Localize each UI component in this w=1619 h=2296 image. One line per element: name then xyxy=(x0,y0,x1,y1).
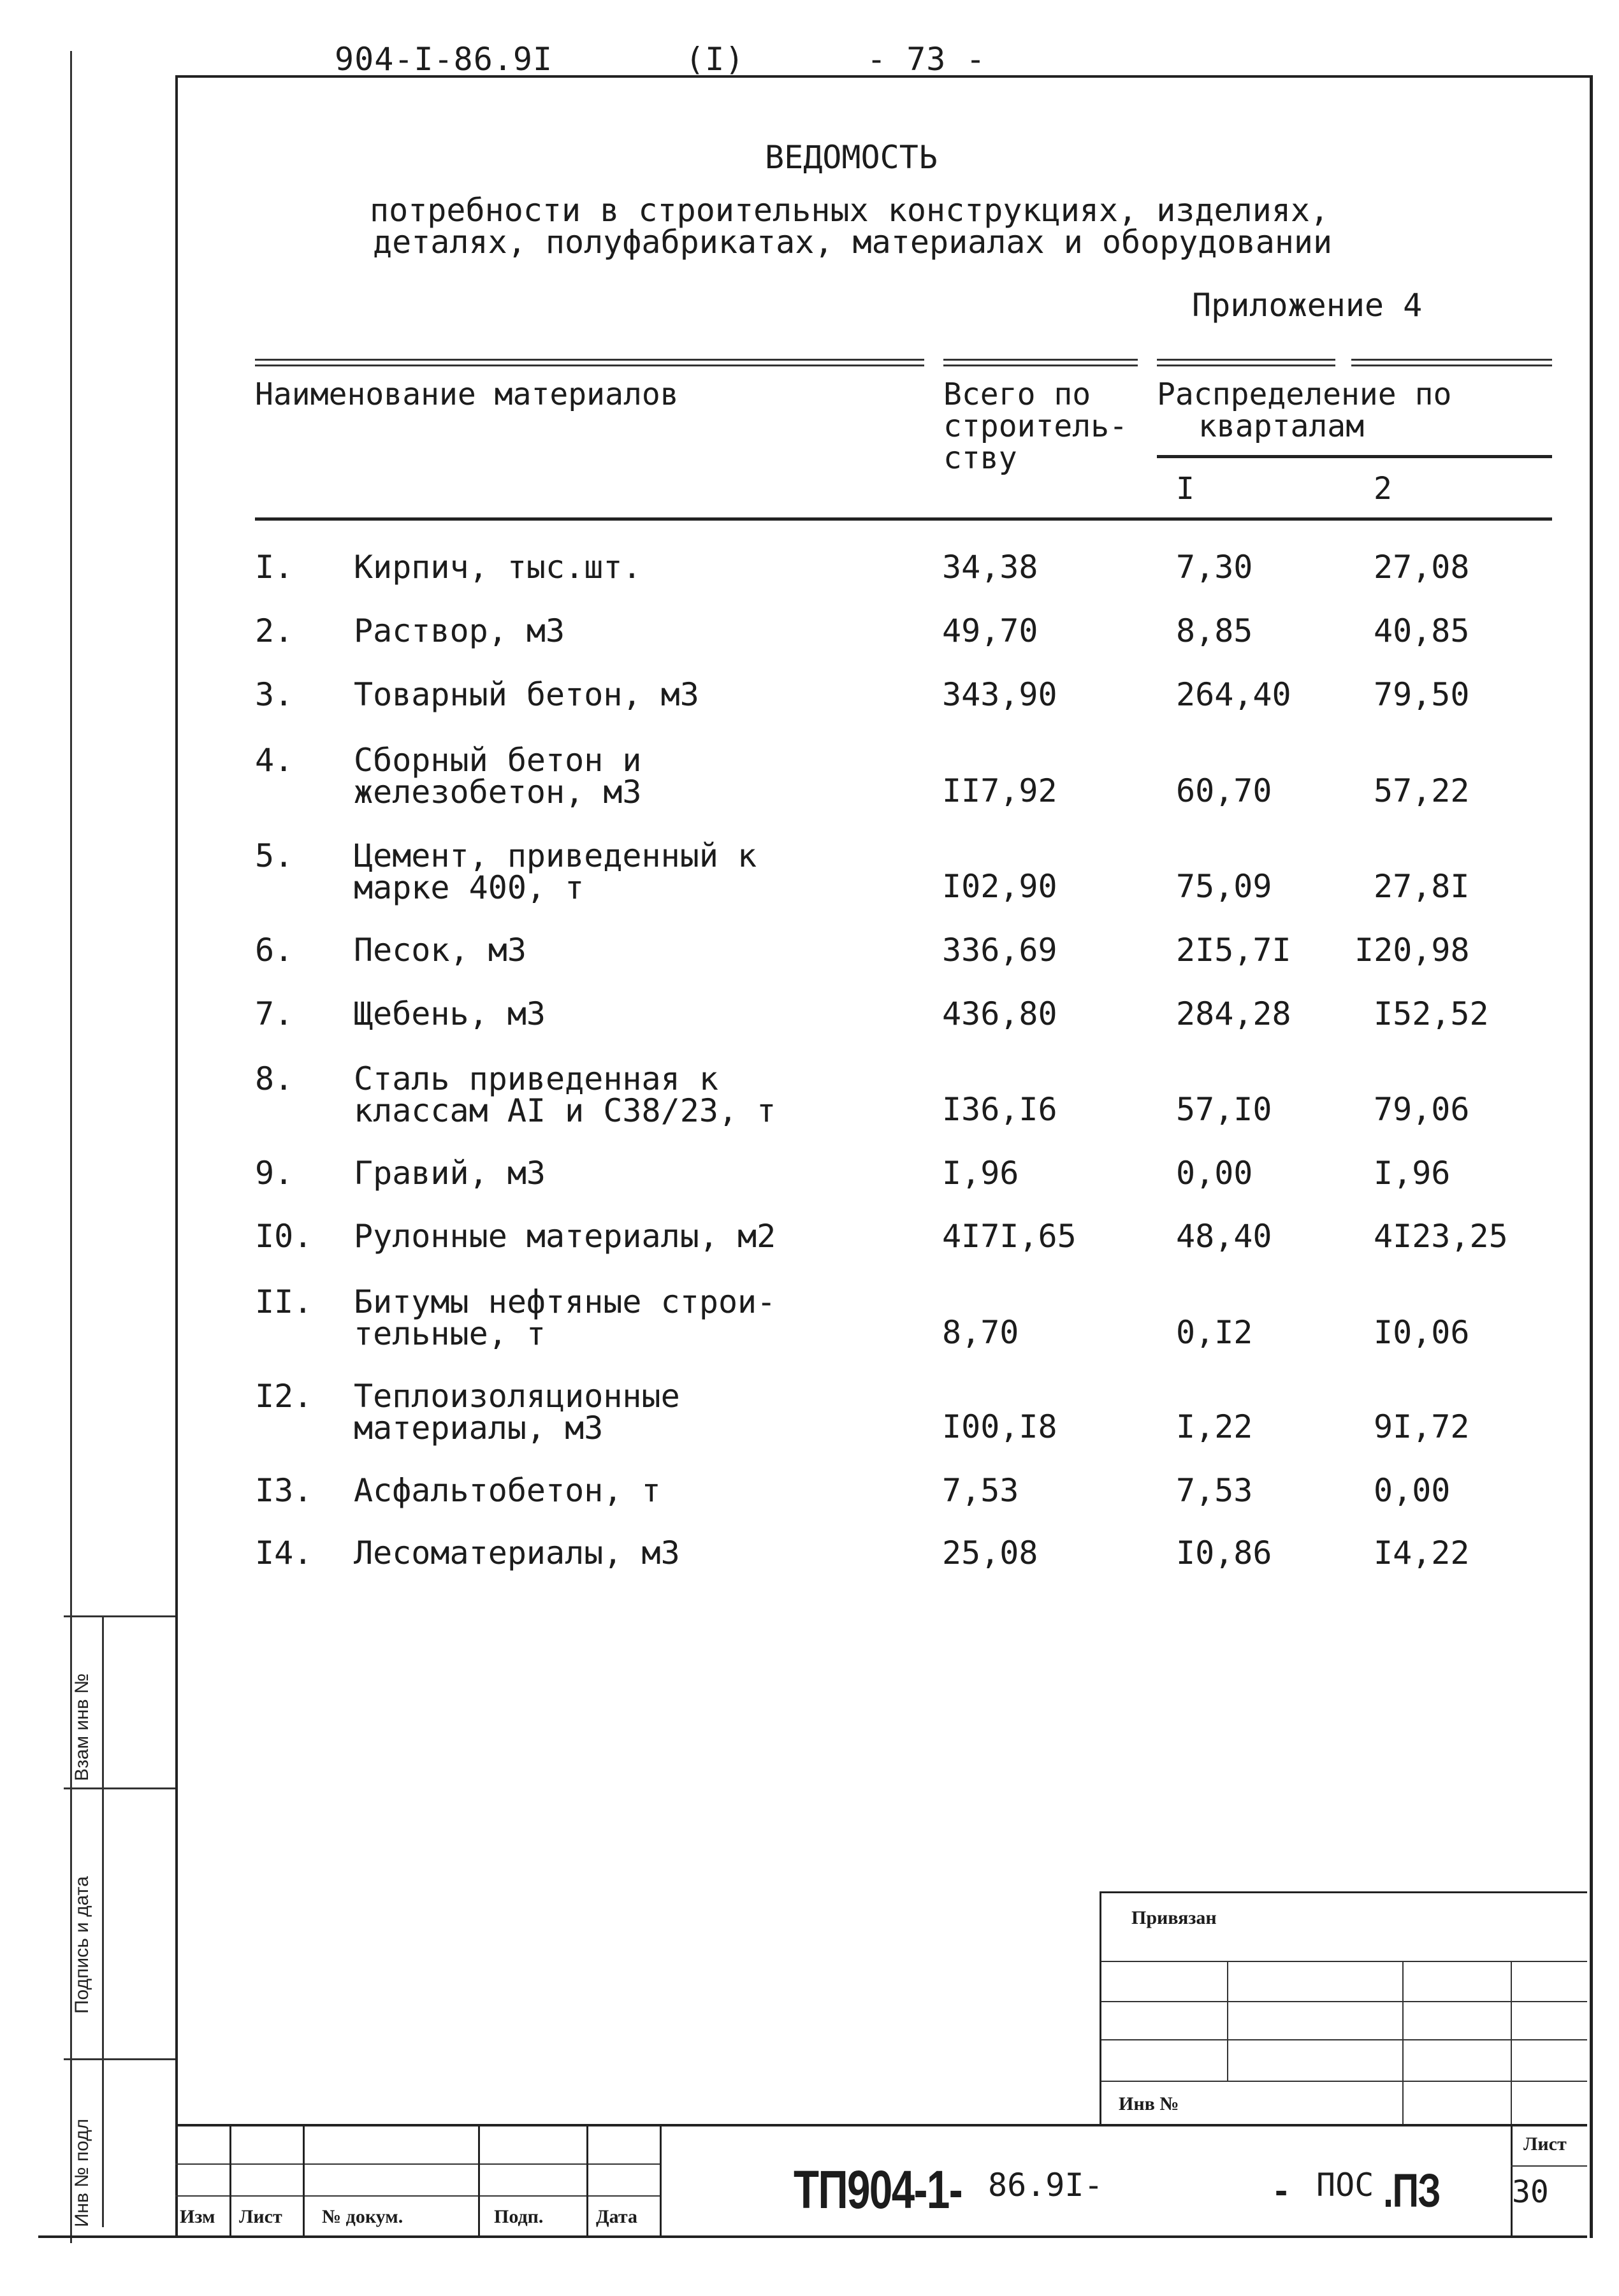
total-value: I,96 xyxy=(942,1155,1019,1192)
row-number: 5. xyxy=(255,837,294,874)
q2-value: 0,00 xyxy=(1374,1472,1451,1509)
material-name: Сталь приведенная к xyxy=(354,1060,718,1097)
material-name: Битумы нефтяные строи- xyxy=(354,1283,776,1320)
signature-date-label: Подпись и дата xyxy=(71,1876,92,2014)
header-top-rule xyxy=(1351,359,1552,366)
bottom-frame-rule xyxy=(38,2235,1587,2238)
q1-value: 8,85 xyxy=(1176,612,1253,649)
q1-value: 0,I2 xyxy=(1176,1314,1253,1351)
material-name: Кирпич, тыс.шт. xyxy=(354,549,642,586)
total-value: 25,08 xyxy=(942,1534,1038,1571)
subtitle-line-2: деталях, полуфабрикатах, материалах и оборудовании xyxy=(373,224,1333,261)
q2-value: I52,52 xyxy=(1374,995,1489,1032)
project-code-suffix: .ПЗ xyxy=(1383,2164,1441,2217)
q1-value: 7,30 xyxy=(1176,549,1253,586)
total-value: 336,69 xyxy=(942,932,1057,969)
project-code-mid: 86.9I- xyxy=(988,2167,1103,2204)
q2-value: 79,50 xyxy=(1374,676,1470,713)
row-number: II. xyxy=(255,1283,313,1320)
q1-value: 57,I0 xyxy=(1176,1091,1272,1128)
q2-value: I4,22 xyxy=(1374,1534,1470,1571)
material-name-cont: тельные, т xyxy=(354,1315,546,1352)
col-header-name: Наименование материалов xyxy=(255,377,679,412)
total-value: 436,80 xyxy=(942,995,1057,1032)
vzam-inv-label: Взам инв № xyxy=(71,1673,92,1781)
header-bottom-rule xyxy=(255,517,1552,521)
sheet-number: 30 xyxy=(1512,2174,1549,2210)
total-value: 8,70 xyxy=(942,1314,1019,1351)
project-code-dash: - xyxy=(1272,2173,1291,2210)
col-header-distribution-2: кварталам xyxy=(1198,408,1365,444)
col-header-total-3: ству xyxy=(943,440,1017,476)
material-name: Цемент, приведенный к xyxy=(354,837,757,874)
inv-podl-label: Инв № подл xyxy=(71,2118,92,2227)
col-header-total-1: Всего по xyxy=(943,377,1091,412)
q2-value: 27,8I xyxy=(1374,868,1470,905)
izm-label: Изм xyxy=(180,2206,215,2227)
material-name: Лесоматериалы, м3 xyxy=(354,1534,680,1571)
q2-value: 57,22 xyxy=(1374,772,1470,809)
material-name: Асфальтобетон, т xyxy=(354,1472,661,1509)
material-name-cont: классам AI и С38/23, т xyxy=(354,1092,776,1129)
subtitle-line-1: потребности в строительных конструкциях, изделиях, xyxy=(370,192,1330,229)
total-value: 34,38 xyxy=(942,549,1038,586)
q2-value: 4I23,25 xyxy=(1374,1218,1508,1255)
q2-value: 40,85 xyxy=(1374,612,1470,649)
header-top-rule xyxy=(1157,359,1335,366)
signature-label: Подп. xyxy=(494,2206,544,2227)
q1-value: 264,40 xyxy=(1176,676,1291,713)
document-title: ВЕДОМОСТЬ xyxy=(765,139,938,176)
q1-value: 2I5,7I xyxy=(1176,932,1291,969)
material-name: Сборный бетон и xyxy=(354,742,642,779)
row-number: I2. xyxy=(255,1378,313,1415)
col-header-distribution-1: Распределение по xyxy=(1157,377,1452,412)
q1-value: I0,86 xyxy=(1176,1534,1272,1571)
row-number: 4. xyxy=(255,742,294,779)
q1-value: I,22 xyxy=(1176,1408,1253,1445)
project-code-main: ТП904-1- xyxy=(794,2160,962,2220)
q1-value: 0,00 xyxy=(1176,1155,1253,1192)
col-header-q1: I xyxy=(1176,471,1194,507)
material-name-cont: марке 400, т xyxy=(354,869,584,906)
q1-value: 284,28 xyxy=(1176,995,1291,1032)
total-value: I02,90 xyxy=(942,868,1057,905)
total-value: I36,I6 xyxy=(942,1091,1057,1128)
q2-value: I0,06 xyxy=(1374,1314,1470,1351)
header-top-rule xyxy=(255,359,924,366)
material-name: Теплоизоляционные xyxy=(354,1378,680,1415)
page-number: - 73 - xyxy=(867,41,986,78)
material-name: Раствор, м3 xyxy=(354,612,565,649)
material-name-cont: железобетон, м3 xyxy=(354,774,642,811)
date-label: Дата xyxy=(596,2206,637,2227)
project-code-section: ПОС xyxy=(1316,2167,1374,2204)
material-name: Товарный бетон, м3 xyxy=(354,676,699,713)
doc-code: 904-I-86.9I xyxy=(335,41,553,78)
row-number: 2. xyxy=(255,612,294,649)
q2-value: I,96 xyxy=(1374,1155,1451,1192)
row-number: I3. xyxy=(255,1472,313,1509)
q1-value: 7,53 xyxy=(1176,1472,1253,1509)
list-label: Лист xyxy=(239,2206,282,2227)
row-number: 3. xyxy=(255,676,294,713)
total-value: 49,70 xyxy=(942,612,1038,649)
material-name: Песок, м3 xyxy=(354,932,526,969)
q2-value: 9I,72 xyxy=(1374,1408,1470,1445)
q1-value: 48,40 xyxy=(1176,1218,1272,1255)
q1-value: 60,70 xyxy=(1176,772,1272,809)
col-header-q2: 2 xyxy=(1374,471,1392,507)
header-top-rule xyxy=(943,359,1138,366)
row-number: 9. xyxy=(255,1155,294,1192)
q1-value: 75,09 xyxy=(1176,868,1272,905)
row-number: I. xyxy=(255,549,294,586)
total-value: 7,53 xyxy=(942,1472,1019,1509)
material-name: Гравий, м3 xyxy=(354,1155,546,1192)
row-number: I0. xyxy=(255,1218,313,1255)
total-value: II7,92 xyxy=(942,772,1057,809)
q2-value: I20,98 xyxy=(1354,932,1470,969)
total-value: 4I7I,65 xyxy=(942,1218,1077,1255)
appendix-label: Приложение 4 xyxy=(1192,287,1423,324)
sheet-label: Лист xyxy=(1523,2134,1567,2155)
material-name: Щебень, м3 xyxy=(354,995,546,1032)
doc-part: (I) xyxy=(685,41,745,78)
row-number: I4. xyxy=(255,1534,313,1571)
inv-no-label: Инв № xyxy=(1119,2093,1179,2114)
col-header-total-2: строитель- xyxy=(943,408,1128,444)
row-number: 6. xyxy=(255,932,294,969)
row-number: 7. xyxy=(255,995,294,1032)
total-value: I00,I8 xyxy=(942,1408,1057,1445)
material-name: Рулонные материалы, м2 xyxy=(354,1218,776,1255)
doc-no-label: № докум. xyxy=(322,2206,403,2227)
total-value: 343,90 xyxy=(942,676,1057,713)
privyazan-label: Привязан xyxy=(1131,1907,1217,1928)
q2-value: 27,08 xyxy=(1374,549,1470,586)
distribution-rule xyxy=(1157,455,1552,458)
q2-value: 79,06 xyxy=(1374,1091,1470,1128)
row-number: 8. xyxy=(255,1060,294,1097)
material-name-cont: материалы, м3 xyxy=(354,1410,604,1447)
